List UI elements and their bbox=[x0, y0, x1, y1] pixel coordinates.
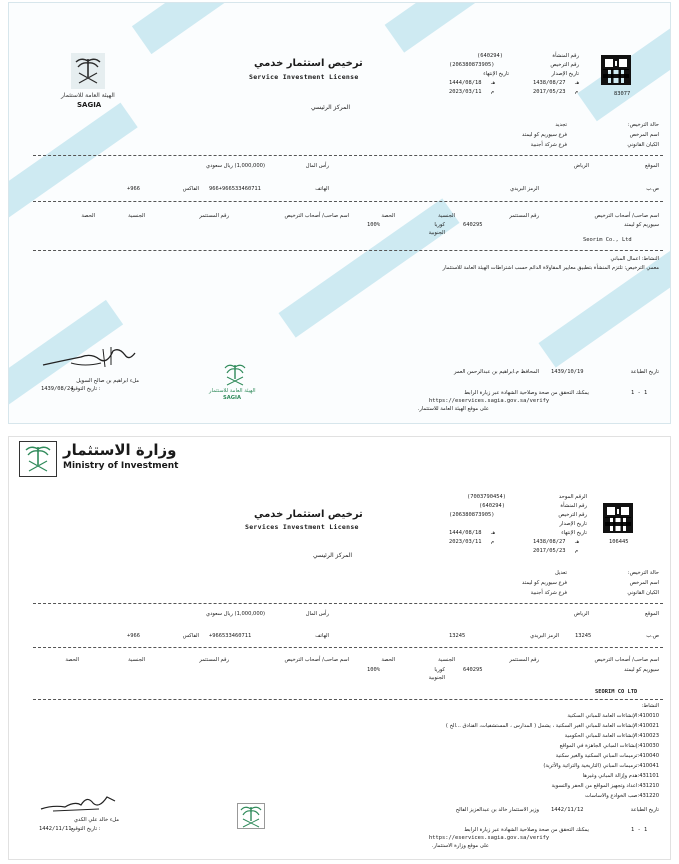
hijri-suffix: هـ bbox=[575, 539, 580, 545]
license-title-en: Service Investment License bbox=[249, 73, 359, 81]
sign-date-label: تاريخ التوقيع : bbox=[71, 826, 101, 832]
activity-item: 410030:إنشاءات المباني الجاهزة في المواقع bbox=[559, 743, 659, 749]
org-name-en: SAGIA bbox=[77, 101, 102, 109]
activity-text: معمي الترخيص: تلتزم المنشأة بتطبيق معايير المقاولاة الدائم حسب اشتراطات الهيئة العامة للاستثمار bbox=[442, 265, 659, 271]
ministry-logo-icon bbox=[19, 441, 57, 477]
owner-share: 100% bbox=[367, 667, 380, 673]
print-date-label: تاريخ الطباعة bbox=[630, 369, 659, 375]
qr-code bbox=[603, 503, 633, 533]
owner-name-ar: سيوريم كو ليمتد bbox=[624, 667, 659, 673]
verify-url[interactable]: https://eservices.sagia.gov.sa/verify bbox=[429, 398, 550, 404]
issue-hijri: 1438/08/27 bbox=[533, 80, 566, 86]
nationality-header: الجنسية bbox=[438, 213, 455, 219]
owner-share: 100% bbox=[367, 222, 380, 228]
expiry-label: تاريخ الإنتهاء bbox=[561, 530, 587, 536]
qr-code bbox=[601, 55, 631, 85]
license-title-ar: ترخيص استثمار خدمي bbox=[254, 509, 363, 520]
main-center: المركز الرئيسي bbox=[313, 552, 352, 559]
signer-name: ملء ابراهيم بن صالح السويل bbox=[76, 378, 139, 384]
owner-investor-no: 640295 bbox=[463, 667, 483, 673]
owner-nationality-1: كوريا bbox=[434, 222, 445, 228]
activity-item: 410023:الإنشاءات العامة للمباني الحكومية bbox=[564, 733, 659, 739]
activity-item: 410041:ترميمات المباني (التاريخية والتراثية والأثرية) bbox=[543, 763, 659, 769]
nationality-header: الجنسية bbox=[128, 213, 145, 219]
status-value: تعديل bbox=[554, 570, 567, 576]
entity-value: فرع شركة أجنبية bbox=[530, 590, 567, 596]
license-title-en: Services Investment License bbox=[245, 523, 359, 531]
signature-icon bbox=[41, 343, 137, 373]
ministry-name-en: Ministry of Investment bbox=[63, 461, 179, 471]
location-label: الموقع bbox=[645, 163, 659, 169]
license-no: (206380873905) bbox=[449, 62, 495, 68]
hijri-suffix: هـ bbox=[575, 80, 580, 86]
verify-url[interactable]: https://eservices.sagia.gov.sa/verify bbox=[429, 835, 550, 841]
facility-no-label: رقم المنشأة bbox=[560, 503, 587, 509]
issue-label: تاريخ الإصدار bbox=[559, 521, 587, 527]
nationality-header: الجنسية bbox=[438, 657, 455, 663]
gregorian-suffix: م bbox=[491, 89, 495, 95]
expiry-hijri: 1444/08/18 bbox=[449, 80, 482, 86]
expiry-gregorian: 2023/03/11 bbox=[449, 539, 482, 545]
sagia-logo-icon bbox=[71, 53, 105, 89]
owner-nationality-1: كوريا bbox=[434, 667, 445, 673]
owner-name-en: Seorim Co., Ltd bbox=[583, 237, 632, 243]
ministry-stamp-icon bbox=[237, 803, 265, 829]
unified-label: الرقم الموحد bbox=[558, 494, 587, 500]
owner-name-en: SEORIM CO LTD bbox=[595, 689, 638, 695]
watermark-band bbox=[385, 2, 544, 53]
license-no: (206380873905) bbox=[449, 512, 495, 518]
signature-icon bbox=[39, 791, 119, 813]
org-name-ar: الهيئة العامة للاستثمار bbox=[61, 92, 115, 99]
license-document-sagia bbox=[8, 2, 671, 424]
capital-value: (1,000,000) ريال سعودي bbox=[206, 163, 265, 169]
verify-tail: على موقع الهيئة العامة للاستثمار. bbox=[417, 406, 489, 412]
qr-code-number: 106445 bbox=[609, 539, 629, 545]
watermark-band bbox=[8, 103, 138, 254]
sign-date: 1439/08/24 bbox=[41, 386, 74, 392]
licensee-value: فرع سيوريم كو ليمتد bbox=[522, 132, 567, 138]
issue-label: تاريخ الإصدار bbox=[551, 71, 579, 77]
status-value: تجديد bbox=[555, 122, 567, 128]
location-label: الموقع bbox=[645, 611, 659, 617]
unified-no: (7003790454) bbox=[467, 494, 506, 500]
postal-label: الرمز البريدي bbox=[530, 633, 559, 639]
owner-header: اسم صاحب/ أصحاب الترخيص bbox=[594, 213, 659, 219]
activity-label: النشاط: bbox=[641, 703, 659, 709]
activity-item: 431220:صب الخوادع والاساسات bbox=[585, 793, 659, 799]
license-title-ar: ترخيص استثمار خدمي bbox=[254, 58, 363, 69]
pobox-value: 13245 bbox=[575, 633, 592, 639]
owner-header: اسم صاحب/ أصحاب الترخيص bbox=[284, 213, 349, 219]
owner-nationality-2: الجنوبية bbox=[428, 230, 445, 236]
activity-item: 431210:اعداد وتجهيز المواقع من الحفر والتسوية bbox=[551, 783, 659, 789]
activity-label: النشاط: اعمال المباني bbox=[610, 256, 659, 262]
licensee-label: اسم المرخص bbox=[629, 580, 659, 586]
verify-tail: على موقع وزارة الاستثمار. bbox=[431, 843, 489, 849]
phone-label: الهاتف bbox=[315, 186, 329, 192]
investor-no-header: رقم المستثمر bbox=[199, 657, 229, 663]
license-document-ministry bbox=[8, 436, 671, 860]
sign-date: 1442/11/11 bbox=[39, 826, 72, 832]
hijri-suffix: هـ bbox=[491, 530, 496, 536]
investor-no-header: رقم المستثمر bbox=[509, 213, 539, 219]
expiry-label: تاريخ الإنتهاء bbox=[483, 71, 509, 77]
capital-label: رأس المال bbox=[305, 163, 329, 169]
capital-value: (1,000,000) ريال سعودي bbox=[206, 611, 265, 617]
issue-gregorian: 2017/05/23 bbox=[533, 548, 566, 554]
main-center: المركز الرئيسي bbox=[311, 104, 350, 111]
watermark-band bbox=[8, 2, 68, 28]
facility-no-label: رقم المنشأة bbox=[552, 53, 579, 59]
activity-item: 410021:الإنشاءات العامة للمباني الغير السكنية ، يشمل ( المدارس ، المستشفيات، الفنادق ...الخ ) bbox=[445, 723, 659, 729]
facility-no: (640294) bbox=[477, 53, 503, 59]
pobox-label: ص.ب bbox=[646, 633, 659, 639]
fax-label: الفاكس bbox=[182, 633, 199, 639]
print-date: 1439/10/19 bbox=[551, 369, 584, 375]
print-date: 1442/11/12 bbox=[551, 807, 584, 813]
signer-name: ملء خالد علي الكدي bbox=[74, 817, 119, 823]
licensee-value: فرع سيوريم كو ليمتد bbox=[522, 580, 567, 586]
license-no-label: رقم الترخيص bbox=[550, 62, 579, 68]
activity-item: 431101:هدم وإزالة المباني وغيرها bbox=[582, 773, 659, 779]
status-label: حالة الترخيص: bbox=[627, 570, 659, 576]
city-value: الرياض bbox=[573, 611, 589, 617]
entity-label: الكيان القانوني bbox=[627, 590, 659, 596]
owner-investor-no: 640295 bbox=[463, 222, 483, 228]
hijri-suffix: هـ bbox=[491, 80, 496, 86]
phone-value: +966533460711 bbox=[209, 633, 252, 639]
fax-value: +966 bbox=[127, 633, 140, 639]
postal-value: 13245 bbox=[449, 633, 466, 639]
minister-name: وزير الاستثمار خالد بن عبدالعزيز الفالح bbox=[455, 807, 539, 813]
share-header: الحصة bbox=[65, 657, 79, 663]
ministry-name-ar: وزارة الاستثمار bbox=[63, 441, 177, 459]
page-number: 1 - 1 bbox=[631, 827, 648, 833]
verify-text: يمكنك التحقق من صحة وصلاحية الشهادة عبر زيارة الرابط bbox=[464, 390, 589, 396]
investor-no-header: رقم المستثمر bbox=[199, 213, 229, 219]
print-date-label: تاريخ الطباعة bbox=[630, 807, 659, 813]
postal-label: الرمز البريدي bbox=[510, 186, 539, 192]
expiry-gregorian: 2023/03/11 bbox=[449, 89, 482, 95]
activity-item: 410040:ترميمات المباني السكنية والغير سكنية bbox=[555, 753, 659, 759]
licensee-label: اسم المرخص bbox=[629, 132, 659, 138]
owner-nationality-2: الجنوبية bbox=[428, 675, 445, 681]
verify-text: يمكنك التحقق من صحة وصلاحية الشهادة عبر زيارة الرابط bbox=[464, 827, 589, 833]
fax-label: الفاكس bbox=[182, 186, 199, 192]
gregorian-suffix: م bbox=[575, 89, 579, 95]
sagia-stamp-icon bbox=[221, 361, 249, 387]
stamp-name-en: SAGIA bbox=[223, 395, 241, 401]
governor-name: المحافظ م.ابراهيم بن عبدالرحمن العمر bbox=[454, 369, 539, 375]
issue-gregorian: 2017/05/23 bbox=[533, 89, 566, 95]
gregorian-suffix: م bbox=[575, 548, 579, 554]
capital-label: رأس المال bbox=[305, 611, 329, 617]
qr-code-number: 83077 bbox=[614, 91, 631, 97]
sign-date-label: تاريخ التوقيع : bbox=[71, 386, 101, 392]
watermark-band bbox=[132, 2, 266, 54]
status-label: حالة الترخيص: bbox=[627, 122, 659, 128]
stamp-name-ar: الهيئة العامة للاستثمار bbox=[209, 388, 256, 394]
entity-label: الكيان القانوني bbox=[627, 142, 659, 148]
owner-header: اسم صاحب/ أصحاب الترخيص bbox=[284, 657, 349, 663]
nationality-header: الجنسية bbox=[128, 657, 145, 663]
facility-no: (640294) bbox=[479, 503, 505, 509]
phone-value: 966+966533460711 bbox=[209, 186, 261, 192]
license-no-label: رقم الترخيص bbox=[558, 512, 587, 518]
gregorian-suffix: م bbox=[491, 539, 495, 545]
entity-value: فرع شركة أجنبية bbox=[530, 142, 567, 148]
expiry-hijri: 1444/08/18 bbox=[449, 530, 482, 536]
owner-header: اسم صاحب/ أصحاب الترخيص bbox=[594, 657, 659, 663]
share-header: الحصة bbox=[381, 657, 395, 663]
investor-no-header: رقم المستثمر bbox=[509, 657, 539, 663]
city-value: الرياض bbox=[573, 163, 589, 169]
phone-label: الهاتف bbox=[315, 633, 329, 639]
fax-value: +966 bbox=[127, 186, 140, 192]
owner-name-ar: سيوريم كو ليمتد bbox=[624, 222, 659, 228]
pobox-label: ص.ب bbox=[646, 186, 659, 192]
share-header: الحصة bbox=[81, 213, 95, 219]
share-header: الحصة bbox=[381, 213, 395, 219]
page-number: 1 - 1 bbox=[631, 390, 648, 396]
issue-hijri: 1438/08/27 bbox=[533, 539, 566, 545]
activity-item: 410010:الإنشاءات العامة للمباني السكنية bbox=[567, 713, 659, 719]
